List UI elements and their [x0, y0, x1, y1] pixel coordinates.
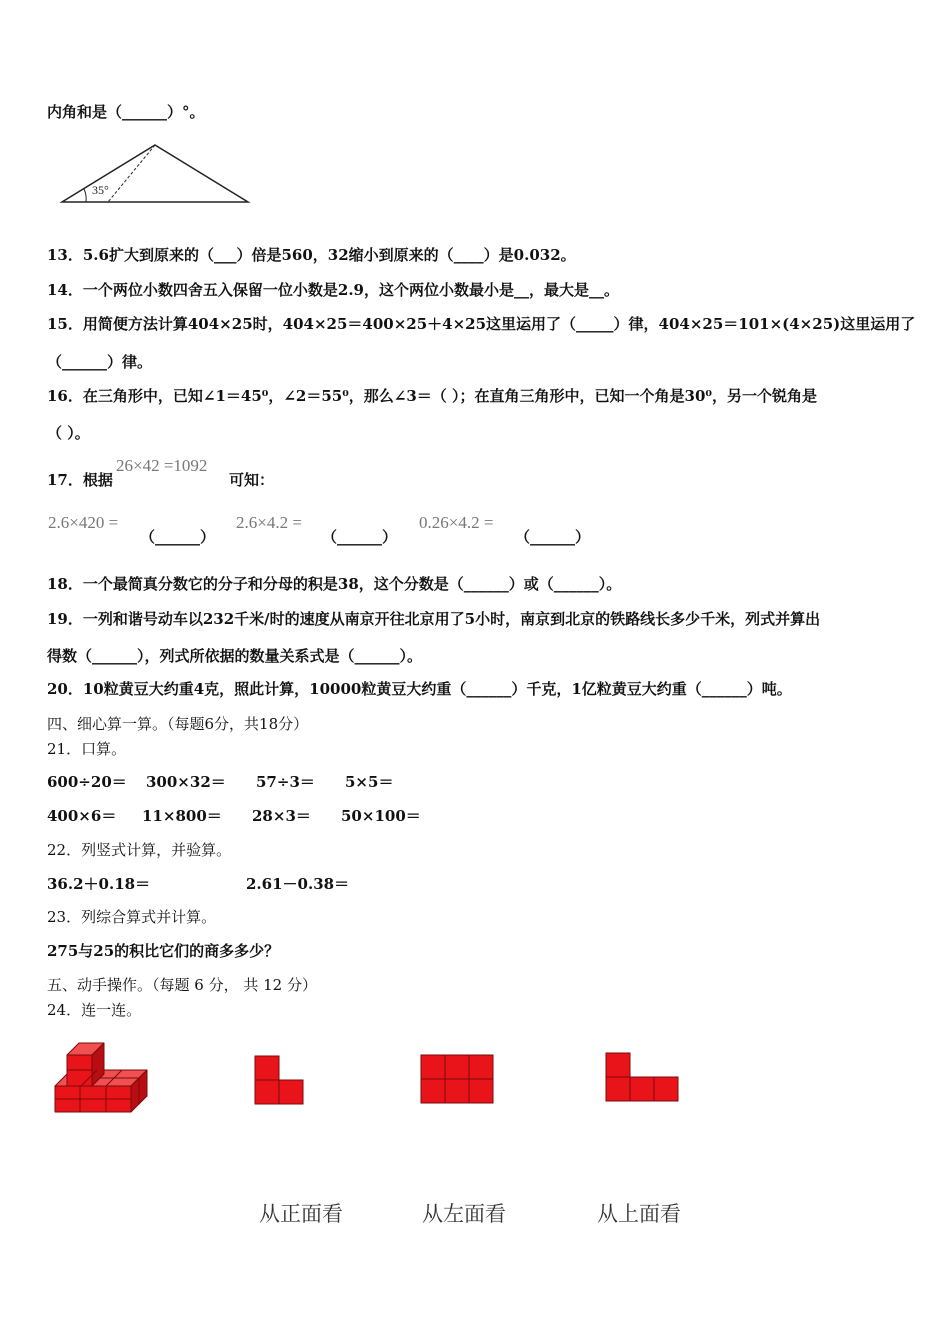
side-view-shape — [420, 1054, 495, 1106]
q17-blank-1: （______） — [140, 528, 216, 546]
q17-blank-2: （______） — [322, 528, 398, 546]
q17-expr-3: 0.26×4.2 = — [419, 513, 494, 532]
triangle-outline — [62, 145, 248, 202]
q21-title: 21．口算。 — [47, 740, 127, 758]
q17-suffix: 可知： — [229, 471, 275, 489]
view-label-left: 从左面看 — [422, 1202, 506, 1226]
q17-expr-2: 2.6×4.2 = — [236, 513, 302, 532]
q23-title: 23．列综合算式并计算。 — [47, 908, 217, 926]
q19-line1: 19．一列和谐号动车以232千米/时的速度从南京开往北京用了5小时，南京到北京的铁路线长多少千米，列式并算出 — [47, 610, 821, 628]
section-5-heading: 五、动手操作。（每题 6 分， 共 12 分） — [47, 976, 317, 994]
oral-calc-item: 400×6＝ — [47, 807, 117, 825]
q23-text: 275与25的积比它们的商多多少？ — [47, 942, 280, 960]
q17-expr-1: 2.6×420 = — [48, 513, 119, 532]
view-label-top: 从上面看 — [597, 1202, 681, 1226]
q19-line2: 得数（______），列式所依据的数量关系式是（______）。 — [47, 647, 423, 665]
top-view-shape — [605, 1052, 681, 1104]
oral-calc-item: 600÷20＝ — [47, 773, 127, 791]
q22-title: 22．列竖式计算，并验算。 — [47, 841, 232, 859]
angle-arc — [84, 189, 86, 202]
q17-prefix: 17．根据 — [47, 471, 113, 489]
q17-blank-3: （______） — [515, 528, 591, 546]
view-label-front: 从正面看 — [259, 1202, 343, 1226]
front-view-shape — [254, 1055, 306, 1107]
q12-tail: 内角和是（______）°。 — [47, 103, 205, 121]
oral-calc-item: 5×5＝ — [345, 773, 394, 791]
q17-given: 26×42 =1092 — [116, 456, 208, 475]
triangle-figure — [58, 140, 253, 206]
vertical-calc-item: 36.2＋0.18＝ — [47, 875, 151, 893]
q18: 18．一个最简真分数它的分子和分母的积是38，这个分数是（______）或（______）。 — [47, 575, 622, 593]
oral-calc-item: 28×3＝ — [252, 807, 311, 825]
q16-line2: （ ）。 — [47, 424, 90, 442]
q24-title: 24．连一连。 — [47, 1001, 142, 1019]
q15-line2: （______）律。 — [47, 353, 153, 371]
q16-line1: 16．在三角形中，已知∠1＝45⁰，∠2＝55⁰，那么∠3＝（ ）；在直角三角形中，已知一个角是30⁰，另一个锐角是 — [47, 387, 817, 405]
oral-calc-item: 57÷3＝ — [256, 773, 315, 791]
q20: 20．10粒黄豆大约重4克，照此计算，10000粒黄豆大约重（______）千克，1亿粒黄豆大约重（______）吨。 — [47, 680, 792, 698]
section-4-heading: 四、细心算一算。（每题6分，共18分） — [47, 715, 309, 733]
cube-solid-figure — [50, 1038, 152, 1116]
oral-calc-item: 50×100＝ — [341, 807, 421, 825]
q13: 13．5.6扩大到原来的（___）倍是560，32缩小到原来的（____）是0.032。 — [47, 246, 576, 264]
vertical-calc-item: 2.61－0.38＝ — [246, 875, 350, 893]
triangle-angle-label: 35° — [92, 183, 109, 197]
oral-calc-item: 11×800＝ — [142, 807, 222, 825]
q15-line1: 15．用简便方法计算404×25时，404×25＝400×25＋4×25这里运用了（_____）律，404×25＝101×(4×25)这里运用了 — [47, 315, 916, 333]
oral-calc-item: 300×32＝ — [146, 773, 226, 791]
q14: 14．一个两位小数四舍五入保留一位小数是2.9，这个两位小数最小是__，最大是__。 — [47, 281, 619, 299]
triangle-divider — [108, 145, 155, 202]
